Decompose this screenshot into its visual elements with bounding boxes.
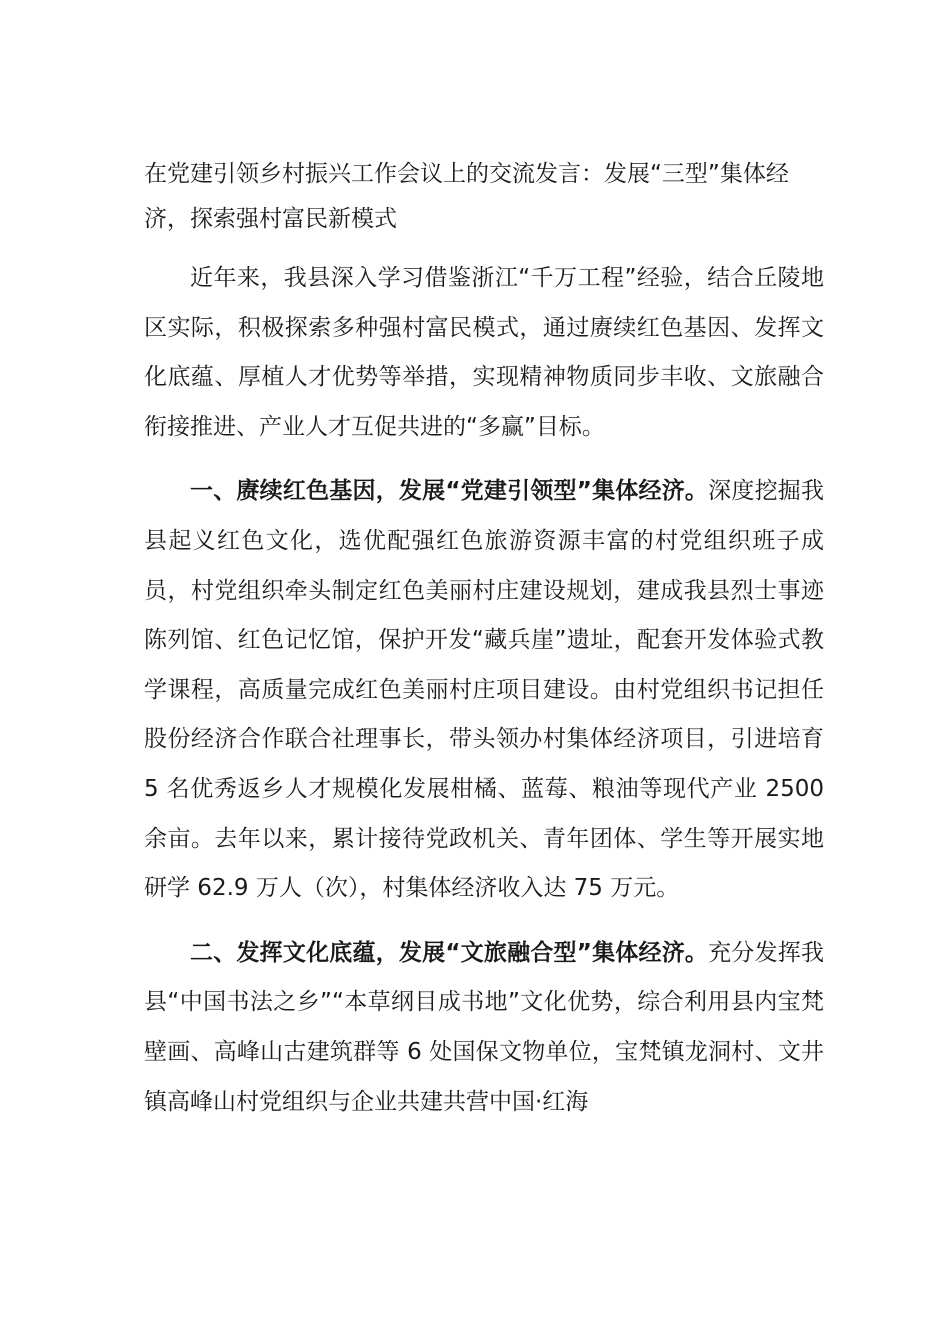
section-1-heading: 一、赓续红色基因，发展“党建引领型”集体经济。 <box>190 478 709 505</box>
section-2-body: 充分发挥我县“中国书法之乡”“本草纲目成书地”文化优势，综合利用县内宝梵壁画、高峰山古建筑群等 6 处国保文物单位，宝梵镇龙洞村、文井镇高峰山村党组织与企业共建共营中国·红海 <box>144 939 825 1115</box>
paragraph-section-2 <box>144 929 824 1127</box>
paragraph-section-1 <box>144 467 824 913</box>
document-title: 在党建引领乡村振兴工作会议上的交流发言：发展“三型”集体经济，探索强村富民新模式 <box>144 161 789 232</box>
section-1-body: 深度挖掘我县起义红色文化，选优配强红色旅游资源丰富的村党组织班子成员，村党组织牵头制定红色美丽村庄建设规划，建成我县烈士事迹陈列馆、红色记忆馆，保护开发“藏兵崖”遗址，配套开发体验式教学课程，高质量完成红色美丽村庄项目建设。由村党组织书记担任股份经济合作联合社理事长，带头领办村集体经济项目，引进培育 5 名优秀返乡人才规模化发展柑橘、蓝莓、粮油等现代产业 2500 余亩。去年以来，累计接待党政机关、青年团体、学生等开展实地研学 62.9 万人（次），村集体经济收入达 75 万元。 <box>144 478 825 902</box>
section-2-heading: 二、发挥文化底蕴，发展“文旅融合型”集体经济。 <box>190 939 709 966</box>
paragraph-body: 近年来，我县深入学习借鉴浙江“千万工程”经验，结合丘陵地区实际，积极探索多种强村富民模式，通过赓续红色基因、发挥文化底蕴、厚植人才优势等举措，实现精神物质同步丰收、文旅融合衔接推进、产业人才互促共进的“多赢”目标。 <box>144 265 824 440</box>
document-page <box>144 152 824 1142</box>
paragraph-intro <box>144 254 824 452</box>
